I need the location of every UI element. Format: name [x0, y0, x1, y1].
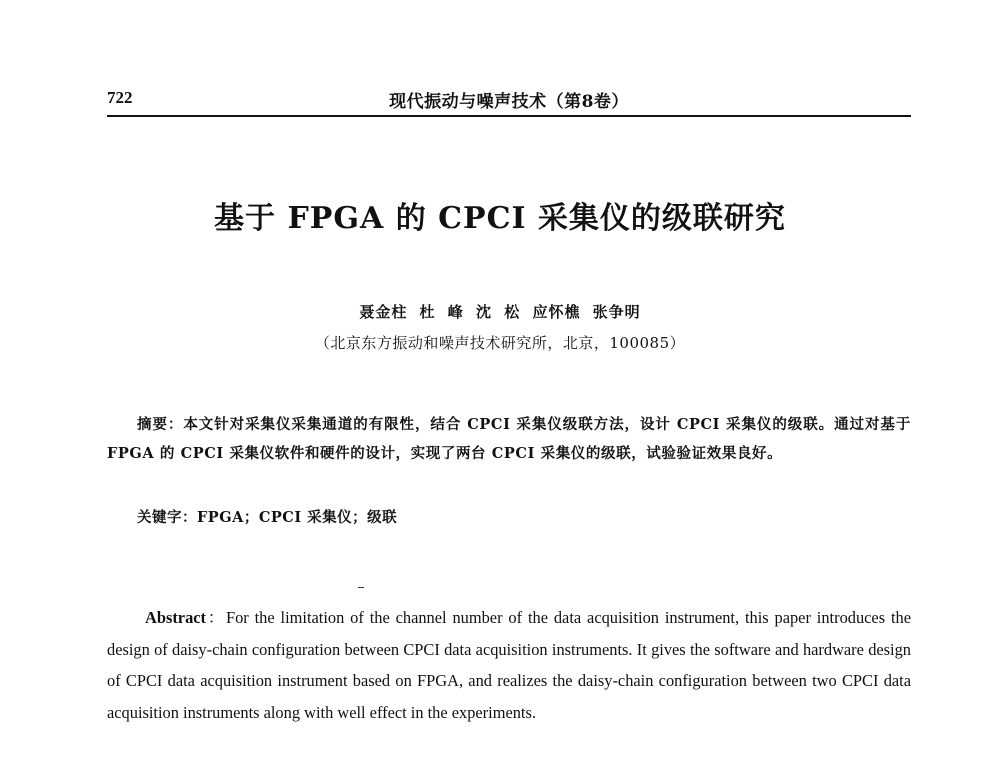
chinese-abstract-text: 本文针对采集仪采集通道的有限性，结合 CPCI 采集仪级联方法，设计 CPCI 采集仪的级联。通过对基于 FPGA 的 CPCI 采集仪软件和硬件的设计，实现了两台 CPCI 采集仪的级联，试验验证效果良好。 [107, 416, 911, 462]
chinese-abstract [107, 410, 911, 468]
keywords-text: FPGA；CPCI 采集仪；级联 [197, 509, 398, 526]
english-abstract [107, 602, 911, 728]
affiliation: （北京东方振动和噪声技术研究所，北京，100085） [314, 334, 686, 352]
english-abstract-label: Abstract [145, 608, 206, 627]
journal-title: 现代振动与噪声技术（第8卷） [389, 92, 629, 112]
author-list: 聂金柱 杜 峰 沈 松 应怀樵 张争明 [359, 303, 641, 321]
header-rule [107, 115, 911, 117]
page-number: 722 [107, 88, 133, 107]
paper-title: 基于 FPGA 的 CPCI 采集仪的级联研究 [214, 201, 786, 236]
scan-mark [358, 587, 364, 588]
english-abstract-separator: ： [206, 608, 226, 627]
keywords-label: 关键字： [137, 509, 197, 526]
chinese-abstract-label: 摘要： [137, 416, 184, 433]
english-abstract-text: For the limitation of the channel number of the data acquisition instrument, this paper introduces the design of daisy-chain configuration between CPCI data acquisition instruments. It gives the software and hardware design of CPCI data acquisition instrument based on FPGA, and realizes the daisy-chain configuration between two CPCI data acquisition instruments along with well effect in the experiments. [107, 608, 911, 722]
keywords [137, 506, 397, 527]
running-header [107, 78, 911, 118]
